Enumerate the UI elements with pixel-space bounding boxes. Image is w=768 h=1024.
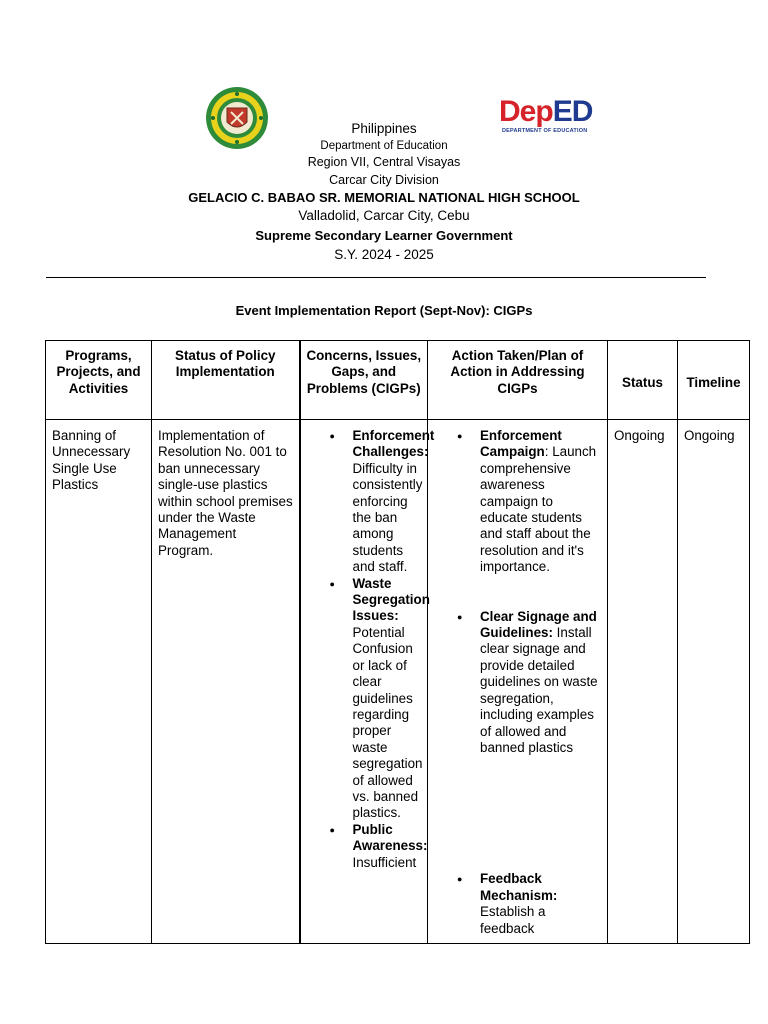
cigp-label: Waste Segregation Issues: bbox=[352, 575, 430, 624]
header-cigps: Concerns, Issues, Gaps, and Problems (CIGPs) bbox=[300, 341, 428, 420]
cigp-table bbox=[45, 340, 750, 944]
cell-actions bbox=[428, 420, 608, 944]
header-division: Carcar City Division bbox=[329, 173, 439, 187]
action-text: Establish a feedback bbox=[480, 904, 546, 936]
header-policy-status: Status of Policy Implementation bbox=[152, 341, 300, 420]
header-school-year: S.Y. 2024 - 2025 bbox=[334, 247, 434, 262]
cell-program: Banning of Unnecessary Single Use Plastics bbox=[46, 420, 152, 944]
cigp-text: Potential Confusion or lack of clear guidelines regarding proper waste segregation of allowed vs. banned plastics. bbox=[352, 624, 423, 821]
header-timeline: Timeline bbox=[678, 341, 750, 420]
header-department: Department of Education bbox=[320, 140, 448, 152]
action-sep: : bbox=[544, 444, 549, 460]
cigp-label: Enforcement Challenges: bbox=[352, 428, 435, 460]
header-actions: Action Taken/Plan of Action in Addressing CIGPs bbox=[428, 341, 608, 420]
cell-policy-status: Implementation of Resolution No. 001 to ban unnecessary single-use plastics within school premises under the Waste Management Program. bbox=[152, 420, 300, 944]
header-region: Region VII, Central Visayas bbox=[307, 155, 461, 169]
cell-status: Ongoing bbox=[608, 420, 678, 944]
deped-subtitle: DEPARTMENT OF EDUCATION bbox=[502, 128, 588, 134]
header-school: GELACIO C. BABAO SR. MEMORIAL NATIONAL HIGH SCHOOL bbox=[188, 190, 580, 205]
deped-dep-text: Dep bbox=[499, 95, 553, 128]
table-header-row bbox=[46, 341, 750, 420]
header-programs: Programs, Projects, and Activities bbox=[46, 341, 152, 420]
header-organization: Supreme Secondary Learner Government bbox=[255, 228, 513, 243]
cigp-text: Difficulty in consistently enforcing the ban among students and staff. bbox=[352, 460, 423, 575]
spacer bbox=[434, 576, 602, 609]
action-item bbox=[434, 871, 602, 937]
deped-ed-text: ED bbox=[552, 95, 593, 128]
cell-cigps bbox=[300, 420, 435, 944]
header-divider bbox=[46, 277, 706, 278]
header-country: Philippines bbox=[351, 121, 417, 136]
cigp-text: Insufficient bbox=[352, 854, 417, 870]
cigp-item bbox=[307, 428, 435, 576]
cigp-label: Public Awareness: bbox=[352, 821, 428, 854]
action-text: Launch comprehensive awareness campaign to educate students and staff about the resolution and it's importance. bbox=[480, 444, 597, 575]
table-row bbox=[46, 420, 750, 944]
action-text: Install clear signage and provide detailed guidelines on waste segregation, including examples of allowed and banned plastics bbox=[480, 625, 598, 755]
cell-timeline: Ongoing bbox=[678, 420, 750, 944]
report-title: Event Implementation Report (Sept-Nov): CIGPs bbox=[235, 303, 533, 318]
cigp-item bbox=[307, 821, 428, 871]
action-item bbox=[434, 428, 602, 576]
cigp-item bbox=[307, 575, 430, 822]
action-item bbox=[434, 609, 602, 757]
header-address: Valladolid, Carcar City, Cebu bbox=[298, 208, 470, 223]
action-label: Feedback Mechanism: bbox=[480, 871, 558, 903]
action-label: Clear Signage and Guidelines: bbox=[480, 608, 597, 641]
action-label: Enforcement Campaign bbox=[480, 428, 562, 460]
header-status: Status bbox=[608, 341, 678, 420]
spacer bbox=[434, 756, 602, 871]
